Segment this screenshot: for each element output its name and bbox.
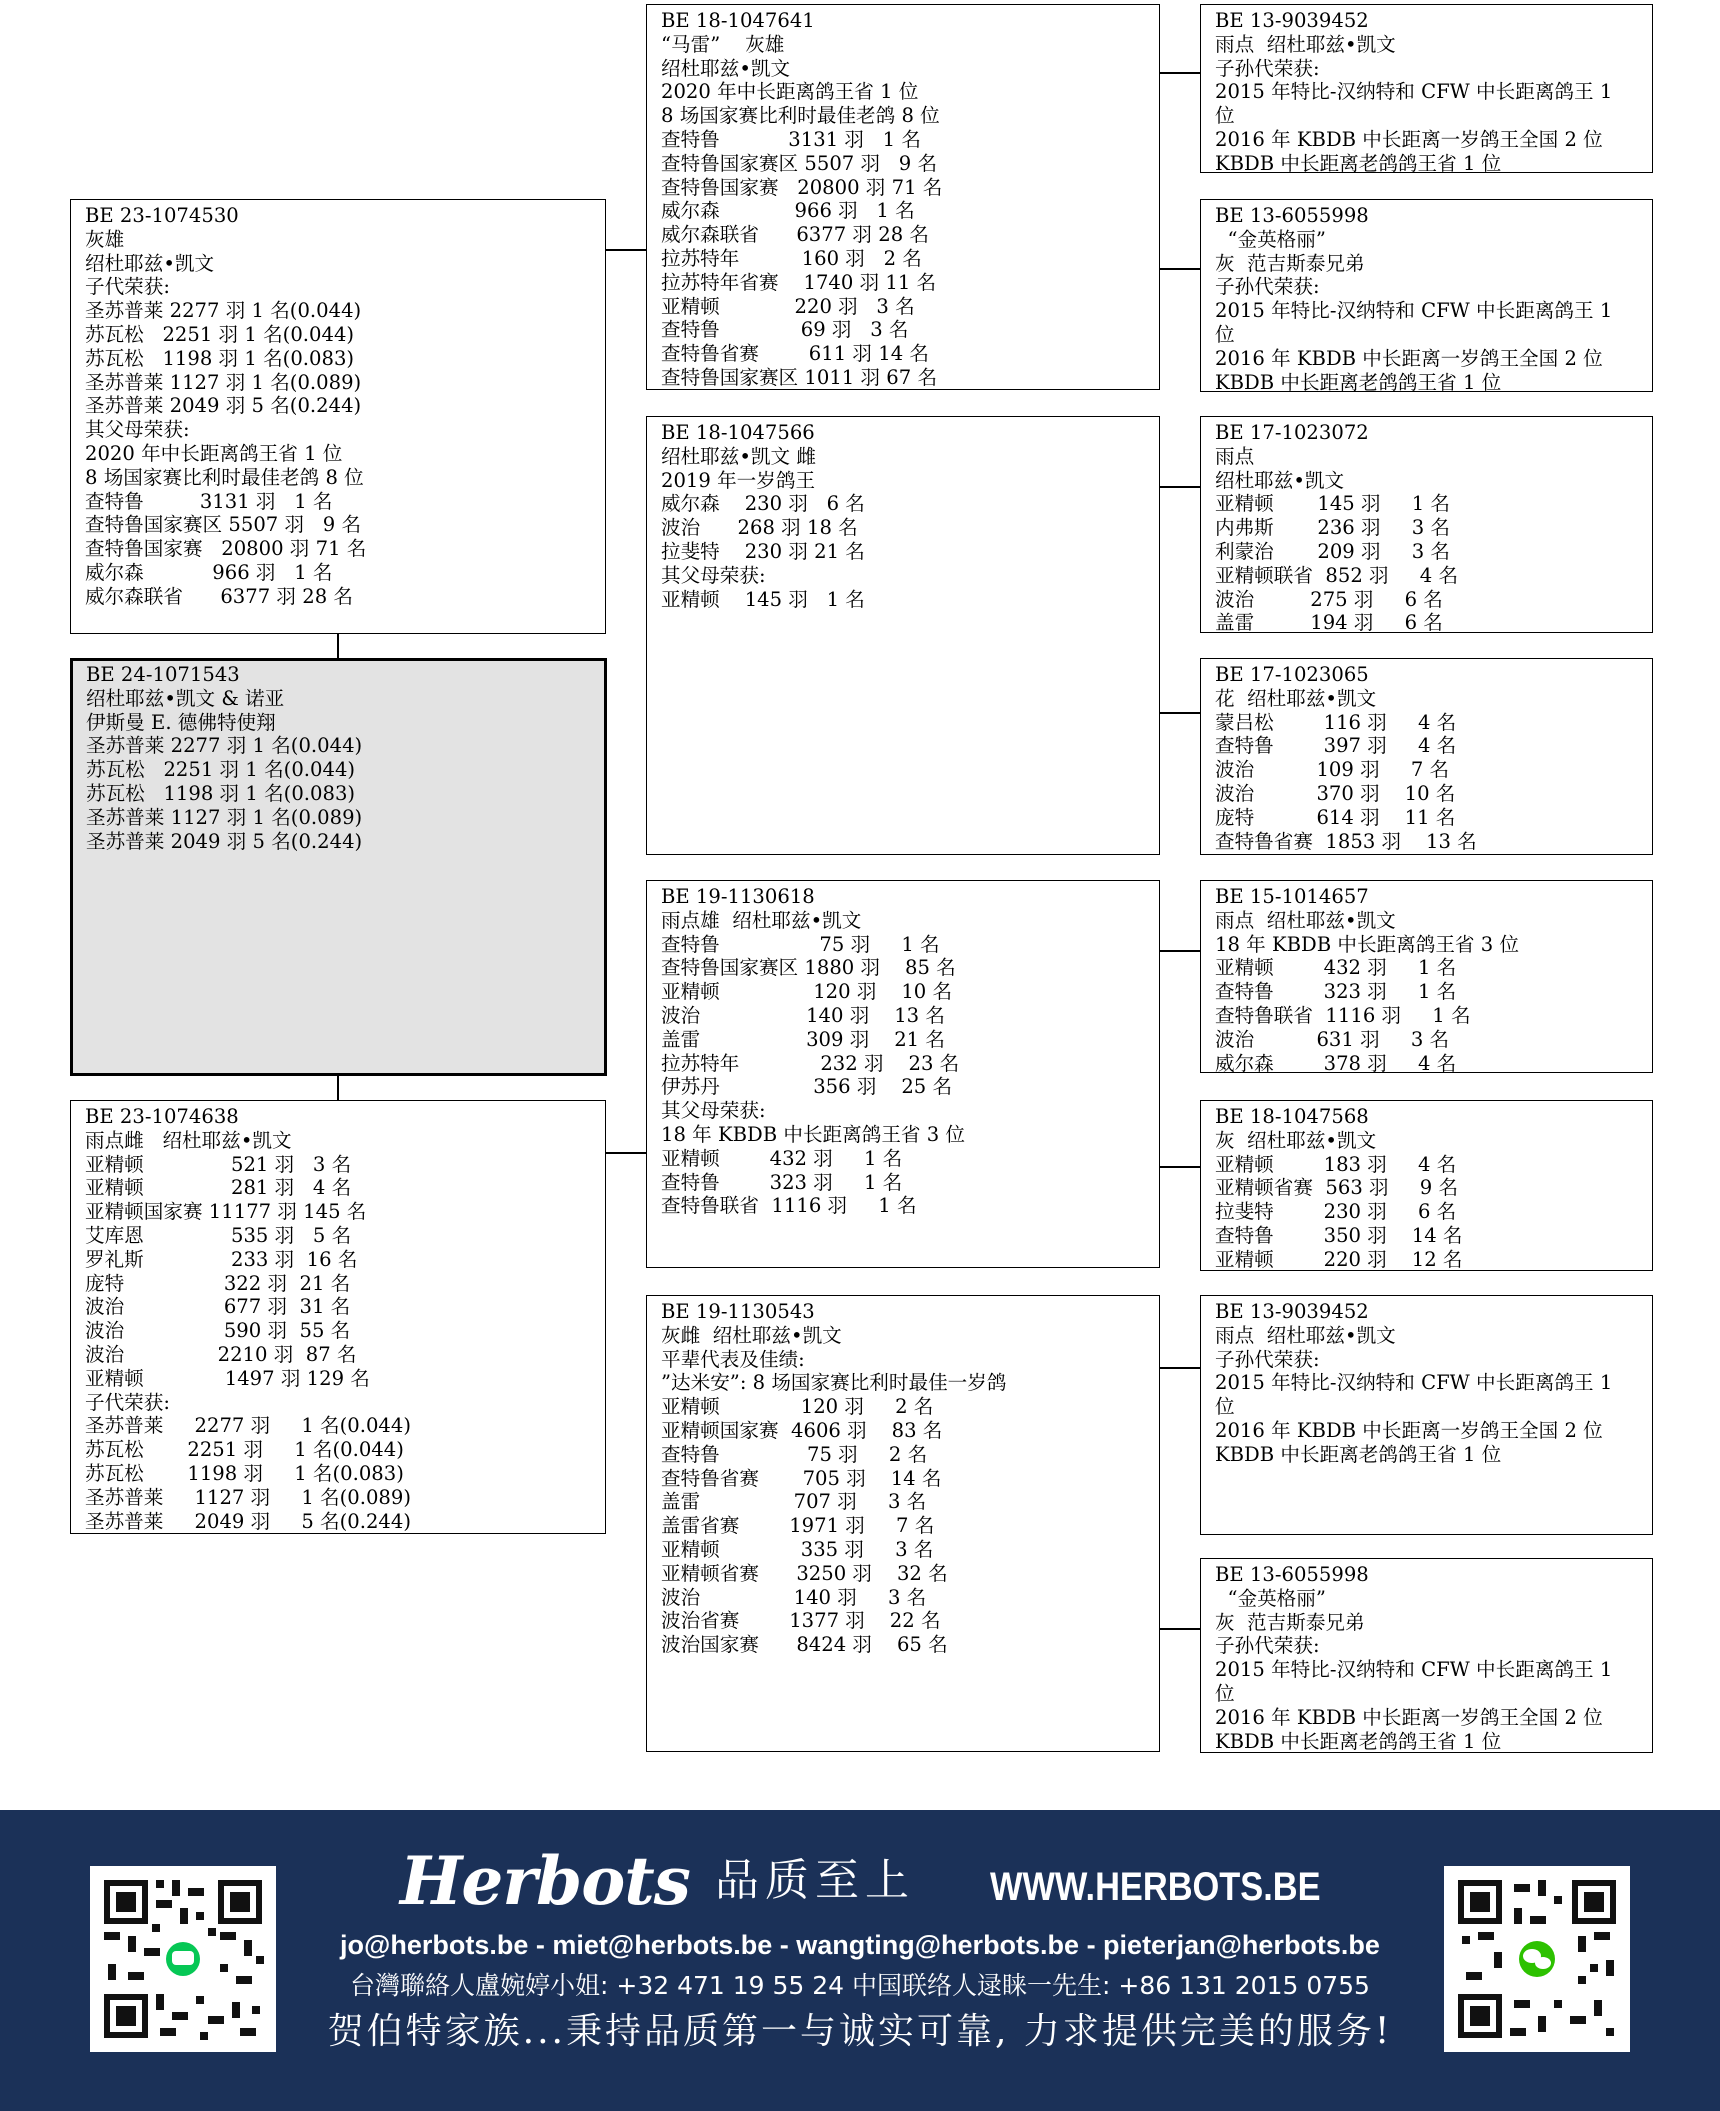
connector-line — [606, 1152, 646, 1154]
ring-number: BE 13-6055998 — [1215, 1563, 1369, 1586]
pedigree-line: 苏瓦松 1198 羽 1 名(0.083) — [85, 346, 355, 370]
pedigree-line: 子孙代荣获: — [1215, 275, 1320, 299]
pedigree-line: 圣苏普莱 2277 羽 1 名(0.044) — [85, 299, 362, 323]
pedigree-line: 2020 年中长距离鸽王省 1 位 — [85, 441, 343, 465]
pedigree-line: 亚精顿国家赛 4606 羽 83 名 — [661, 1418, 943, 1442]
connector-line — [1160, 72, 1200, 74]
pedigree-line: 圣苏普莱 2277 羽 1 名(0.044) — [86, 734, 363, 758]
pedigree-line: 亚精顿省赛 3250 羽 32 名 — [661, 1561, 948, 1585]
pedigree-line: 雨点雌 绍杜耶兹•凯文 — [85, 1128, 292, 1152]
company-motto: 贺伯特家族...秉持品质第一与诚实可靠, 力求提供完美的服务! — [327, 2011, 1393, 2052]
pedigree-line: 查特鲁国家赛区 5507 羽 9 名 — [661, 151, 938, 175]
pedigree-line: 8 场国家赛比利时最佳老鸽 8 位 — [661, 104, 940, 128]
pedigree-line: 蒙吕松 116 羽 4 名 — [1215, 710, 1457, 734]
pedigree-line: 2015 年特比-汉纳特和 CFW 中长距离鸽王 1 — [1215, 80, 1613, 104]
pedigree-line: 拉斐特 230 羽 21 名 — [661, 539, 865, 563]
pedigree-line: 查特鲁省赛 1853 羽 13 名 — [1215, 829, 1477, 853]
pedigree-line: 圣苏普莱 1127 羽 1 名(0.089) — [85, 1485, 412, 1509]
pedigree-line: 灰 范吉斯泰兄弟 — [1215, 1610, 1365, 1634]
pedigree-line: 查特鲁国家赛 20800 羽 71 名 — [661, 175, 943, 199]
sdd-card — [1200, 658, 1653, 855]
pedigree-line: 子代荣获: — [85, 1390, 170, 1414]
ring-number: BE 13-9039452 — [1215, 1300, 1369, 1323]
ring-number: BE 13-6055998 — [1215, 204, 1369, 227]
pedigree-line: 亚精顿 432 羽 1 名 — [661, 1146, 903, 1170]
pedigree-line: 苏瓦松 1198 羽 1 名(0.083) — [85, 1461, 404, 1485]
pedigree-line: 其父母荣获: — [85, 418, 190, 442]
pedigree-line: 位 — [1215, 1681, 1235, 1705]
pedigree-line: 亚精顿 145 羽 1 名 — [1215, 492, 1451, 516]
pedigree-line: 查特鲁省赛 611 羽 14 名 — [661, 342, 929, 366]
pedigree-line: 查特鲁国家赛 20800 羽 71 名 — [85, 537, 367, 561]
email-contacts[interactable]: jo@herbots.be - miet@herbots.be - wangting@herbots.be - pieterjan@herbots.be — [340, 1930, 1380, 1960]
pedigree-line: KBDB 中长距离老鸽鸽王省 1 位 — [1215, 1442, 1502, 1466]
pedigree-line: 威尔森联省 6377 羽 28 名 — [85, 584, 354, 608]
pedigree-line: 伊苏丹 356 羽 25 名 — [661, 1075, 953, 1099]
pedigree-line: 查特鲁国家赛区 5507 羽 9 名 — [85, 513, 362, 537]
pedigree-line: KBDB 中长距离老鸽鸽王省 1 位 — [1215, 1729, 1502, 1753]
pedigree-line: 拉苏特年 232 羽 23 名 — [661, 1051, 960, 1075]
dam-card — [70, 1100, 606, 1534]
pedigree-line: 查特鲁 75 羽 2 名 — [661, 1442, 928, 1466]
ddd-card — [1200, 1558, 1653, 1753]
pedigree-line: 其父母荣获: — [661, 1099, 766, 1123]
pedigree-line: 位 — [1215, 104, 1235, 128]
herbots-logo: Herbots — [400, 1842, 690, 1920]
slogan: 品质至上 — [715, 1855, 915, 1906]
connector-line — [1160, 486, 1200, 488]
pedigree-line: 灰 绍杜耶兹•凯文 — [1215, 1128, 1377, 1152]
pedigree-line: 2015 年特比-汉纳特和 CFW 中长距离鸽王 1 — [1215, 1371, 1613, 1395]
sire-card — [70, 199, 606, 634]
pedigree-line: 亚精顿 220 羽 3 名 — [661, 294, 915, 318]
dam-ds-card — [646, 880, 1160, 1268]
pedigree-line: 2016 年 KBDB 中长距离一岁鸽王全国 2 位 — [1215, 127, 1603, 151]
pedigree-line: 圣苏普莱 1127 羽 1 名(0.089) — [85, 370, 362, 394]
connector-line — [1160, 950, 1200, 952]
sire-sd-card — [646, 416, 1160, 855]
pedigree-line: 波治 109 羽 7 名 — [1215, 758, 1450, 782]
pedigree-line: “马雷” 灰雄 — [661, 32, 785, 56]
pedigree-line: 盖雷 194 羽 6 名 — [1215, 611, 1443, 633]
pedigree-line: 查特鲁省赛 705 羽 14 名 — [661, 1466, 942, 1490]
pedigree-line: 亚精顿 521 羽 3 名 — [85, 1152, 352, 1176]
pedigree-line: ”达米安”: 8 场国家赛比利时最佳一岁鸽 — [661, 1371, 1007, 1395]
pedigree-line: 18 年 KBDB 中长距离鸽王省 3 位 — [1215, 932, 1520, 956]
pedigree-line: 庞特 614 羽 11 名 — [1215, 805, 1456, 829]
ring-number: BE 23-1074638 — [85, 1105, 239, 1128]
pedigree-line: 查特鲁 323 羽 1 名 — [1215, 980, 1457, 1004]
pedigree-line: 艾库恩 535 羽 5 名 — [85, 1223, 352, 1247]
dds-card — [1200, 1295, 1653, 1535]
pedigree-line: 查特鲁 397 羽 4 名 — [1215, 734, 1457, 758]
pedigree-line: 子孙代荣获: — [1215, 56, 1320, 80]
pedigree-line: 威尔森联省 6377 羽 28 名 — [661, 223, 930, 247]
connector-line — [1160, 712, 1200, 714]
pedigree-line: 其父母荣获: — [661, 563, 766, 587]
pedigree-line: 查特鲁国家赛区 1011 羽 67 名 — [661, 365, 938, 389]
pedigree-line: 苏瓦松 2251 羽 1 名(0.044) — [85, 322, 355, 346]
pedigree-line: 亚精顿省赛 563 羽 9 名 — [1215, 1176, 1459, 1200]
pedigree-line: 亚精顿 183 羽 4 名 — [1215, 1152, 1457, 1176]
pedigree-line: 苏瓦松 2251 羽 1 名(0.044) — [86, 758, 356, 782]
sss-card — [1200, 4, 1653, 173]
connector-line — [1160, 1628, 1200, 1630]
ring-number: BE 13-9039452 — [1215, 9, 1369, 32]
pedigree-line: 波治 631 羽 3 名 — [1215, 1027, 1450, 1051]
pedigree-line: 波治省赛 1377 羽 22 名 — [661, 1609, 941, 1633]
pedigree-line: 盖雷省赛 1971 羽 7 名 — [661, 1514, 935, 1538]
pedigree-line: 雨点 绍杜耶兹•凯文 — [1215, 1323, 1396, 1347]
pedigree-line: 查特鲁 323 羽 1 名 — [661, 1170, 903, 1194]
dss-card — [1200, 880, 1653, 1073]
pedigree-line: 绍杜耶兹•凯文 & 诺亚 — [86, 686, 285, 710]
pedigree-line: 子孙代荣获: — [1215, 1634, 1320, 1658]
pedigree-line: 平辈代表及佳绩: — [661, 1347, 805, 1371]
pedigree-line: 波治 2210 羽 87 名 — [85, 1342, 357, 1366]
pedigree-line: 亚精顿 120 羽 10 名 — [661, 980, 953, 1004]
ring-number: BE 24-1071543 — [86, 663, 240, 686]
pedigree-line: 查特鲁 69 羽 3 名 — [661, 318, 909, 342]
pedigree-line: 查特鲁联省 1116 羽 1 名 — [661, 1194, 917, 1218]
pedigree-line: 波治 677 羽 31 名 — [85, 1295, 351, 1319]
pedigree-line: 绍杜耶兹•凯文 雌 — [661, 444, 816, 468]
pedigree-line: 拉苏特年省赛 1740 羽 11 名 — [661, 270, 937, 294]
dam-dd-card — [646, 1295, 1160, 1752]
ring-number: BE 23-1074530 — [85, 204, 239, 227]
pedigree-line: 查特鲁国家赛区 1880 羽 85 名 — [661, 956, 956, 980]
pedigree-line: 亚精顿国家赛 11177 羽 145 名 — [85, 1200, 367, 1224]
pedigree-line: 波治 140 羽 13 名 — [661, 1003, 945, 1027]
ring-number: BE 18-1047568 — [1215, 1105, 1369, 1128]
pedigree-line: KBDB 中长距离老鸽鸽王省 1 位 — [1215, 151, 1502, 173]
pedigree-line: 威尔森 230 羽 6 名 — [661, 492, 865, 516]
pedigree-line: 花 绍杜耶兹•凯文 — [1215, 686, 1377, 710]
connector-line — [337, 634, 339, 658]
pedigree-line: 亚精顿 281 羽 4 名 — [85, 1176, 352, 1200]
ssd-card — [1200, 199, 1653, 392]
pedigree-line: 伊斯曼 E. 德佛特使翔 — [86, 710, 276, 734]
pedigree-line: 盖雷 707 羽 3 名 — [661, 1490, 927, 1514]
ring-number: BE 19-1130618 — [661, 885, 815, 908]
pedigree-line: 波治国家赛 8424 羽 65 名 — [661, 1633, 948, 1657]
pedigree-line: 庞特 322 羽 21 名 — [85, 1271, 351, 1295]
pedigree-line: 亚精顿 335 羽 3 名 — [661, 1537, 934, 1561]
pedigree-line: 灰 范吉斯泰兄弟 — [1215, 251, 1365, 275]
pedigree-line: “金英格丽” — [1215, 1586, 1326, 1610]
pedigree-line: 2016 年 KBDB 中长距离一岁鸽王全国 2 位 — [1215, 346, 1603, 370]
pedigree-line: 2020 年中长距离鸽王省 1 位 — [661, 80, 919, 104]
pedigree-line: 雨点 绍杜耶兹•凯文 — [1215, 32, 1396, 56]
pedigree-line: 亚精顿联省 852 羽 4 名 — [1215, 563, 1459, 587]
pedigree-line: 盖雷 309 羽 21 名 — [661, 1027, 945, 1051]
connector-line — [606, 249, 646, 251]
pedigree-line: 圣苏普莱 1127 羽 1 名(0.089) — [86, 805, 363, 829]
pedigree-line: 雨点雄 绍杜耶兹•凯文 — [661, 908, 862, 932]
pedigree-line: 利蒙治 209 羽 3 名 — [1215, 539, 1451, 563]
pedigree-line: 18 年 KBDB 中长距离鸽王省 3 位 — [661, 1122, 966, 1146]
pedigree-line: 查特鲁 3131 羽 1 名 — [661, 127, 921, 151]
pedigree-line: 亚精顿 220 羽 12 名 — [1215, 1247, 1463, 1271]
pedigree-line: 子孙代荣获: — [1215, 1347, 1320, 1371]
ring-number: BE 18-1047641 — [661, 9, 815, 32]
pedigree-line: 波治 140 羽 3 名 — [661, 1585, 927, 1609]
pedigree-line: 波治 268 羽 18 名 — [661, 516, 858, 540]
pedigree-line: 亚精顿 1497 羽 129 名 — [85, 1366, 370, 1390]
pedigree-line: 2016 年 KBDB 中长距离一岁鸽王全国 2 位 — [1215, 1705, 1603, 1729]
pedigree-line: 亚精顿 120 羽 2 名 — [661, 1395, 934, 1419]
pedigree-line: 灰雄 — [85, 227, 125, 251]
pedigree-line: 查特鲁联省 1116 羽 1 名 — [1215, 1003, 1471, 1027]
pedigree-line: 2015 年特比-汉纳特和 CFW 中长距离鸽王 1 — [1215, 299, 1613, 323]
pedigree-line: 圣苏普莱 2049 羽 5 名(0.244) — [85, 394, 362, 418]
subject-card — [70, 658, 607, 1076]
pedigree-line: 绍杜耶兹•凯文 — [661, 56, 791, 80]
pedigree-line: 查特鲁 3131 羽 1 名 — [85, 489, 333, 513]
pedigree-line: 苏瓦松 2251 羽 1 名(0.044) — [85, 1438, 404, 1462]
pedigree-line: 罗礼斯 233 羽 16 名 — [85, 1247, 358, 1271]
ring-number: BE 18-1047566 — [661, 421, 815, 444]
pedigree-line: 8 场国家赛比利时最佳老鸽 8 位 — [85, 465, 364, 489]
ring-number: BE 15-1014657 — [1215, 885, 1369, 908]
pedigree-line: 绍杜耶兹•凯文 — [85, 251, 215, 275]
pedigree-line: 威尔森 966 羽 1 名 — [661, 199, 915, 223]
pedigree-line: 拉斐特 230 羽 6 名 — [1215, 1200, 1457, 1224]
pedigree-line: 雨点 绍杜耶兹•凯文 — [1215, 908, 1396, 932]
pedigree-line: 威尔森 378 羽 4 名 — [1215, 1051, 1457, 1073]
brand-header — [400, 1842, 1360, 1920]
phone-contacts: 台灣聯絡人盧婉婷小姐: +32 471 19 55 24 中国联络人逯睐一先生: +86 131 2015 0755 — [350, 1971, 1370, 2000]
connector-line — [1160, 1166, 1200, 1168]
pedigree-line: 子代荣获: — [85, 275, 170, 299]
ring-number: BE 17-1023065 — [1215, 663, 1369, 686]
pedigree-line: 2016 年 KBDB 中长距离一岁鸽王全国 2 位 — [1215, 1418, 1603, 1442]
pedigree-line: 灰雌 绍杜耶兹•凯文 — [661, 1323, 842, 1347]
website-link[interactable]: WWW.HERBOTS.BE — [990, 1865, 1321, 1909]
connector-line — [337, 1076, 339, 1100]
ring-number: BE 17-1023072 — [1215, 421, 1369, 444]
sds-card — [1200, 416, 1653, 633]
pedigree-line: 亚精顿 145 羽 1 名 — [661, 587, 865, 611]
pedigree-line: 2015 年特比-汉纳特和 CFW 中长距离鸽王 1 — [1215, 1658, 1613, 1682]
pedigree-line: 拉苏特年 160 羽 2 名 — [661, 246, 922, 270]
pedigree-line: KBDB 中长距离老鸽鸽王省 1 位 — [1215, 370, 1502, 392]
pedigree-line: 查特鲁 75 羽 1 名 — [661, 932, 940, 956]
pedigree-line: 雨点 — [1215, 444, 1255, 468]
pedigree-line: 波治 370 羽 10 名 — [1215, 781, 1456, 805]
pedigree-line: 圣苏普莱 2049 羽 5 名(0.244) — [86, 829, 363, 853]
pedigree-line: “金英格丽” — [1215, 227, 1326, 251]
pedigree-line: 波治 590 羽 55 名 — [85, 1319, 351, 1343]
pedigree-line: 圣苏普莱 2277 羽 1 名(0.044) — [85, 1414, 412, 1438]
connector-line — [1160, 1367, 1200, 1369]
pedigree-line: 亚精顿 432 羽 1 名 — [1215, 956, 1457, 980]
pedigree-line: 查特鲁 350 羽 14 名 — [1215, 1223, 1463, 1247]
pedigree-line: 位 — [1215, 1395, 1235, 1419]
pedigree-line: 位 — [1215, 322, 1235, 346]
ring-number: BE 19-1130543 — [661, 1300, 815, 1323]
sire-ss-card — [646, 4, 1160, 390]
pedigree-line: 波治 275 羽 6 名 — [1215, 587, 1443, 611]
connector-line — [1160, 268, 1200, 270]
pedigree-line: 威尔森 966 羽 1 名 — [85, 560, 333, 584]
dsd-card — [1200, 1100, 1653, 1271]
pedigree-line: 内弗斯 236 羽 3 名 — [1215, 516, 1451, 540]
pedigree-line: 圣苏普莱 2049 羽 5 名(0.244) — [85, 1509, 412, 1533]
pedigree-line: 2019 年一岁鸽王 — [661, 468, 816, 492]
pedigree-line: 绍杜耶兹•凯文 — [1215, 468, 1345, 492]
pedigree-line: 苏瓦松 1198 羽 1 名(0.083) — [86, 781, 356, 805]
